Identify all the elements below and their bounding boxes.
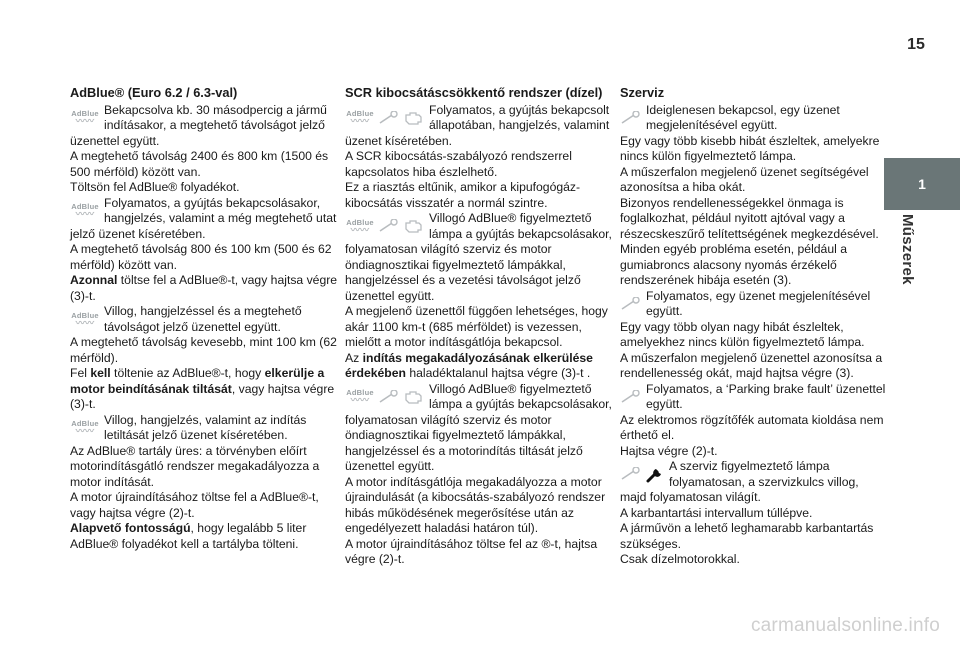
warning-icons <box>345 383 425 411</box>
paragraph <box>70 366 338 413</box>
paragraph-text: A műszerfalon megjelenő üzenet segítségével azonosítsa a hiba okát. <box>620 164 869 194</box>
adblue-wave-icon: 〰〰 <box>350 116 370 126</box>
warning-icons <box>70 305 100 333</box>
paragraph <box>620 552 888 568</box>
adblue-icon <box>70 110 100 125</box>
chapter-label: Műszerek <box>899 214 916 285</box>
paragraph <box>70 196 338 243</box>
adblue-icon-text: AdBlue <box>346 109 374 118</box>
paragraph <box>620 382 888 413</box>
adblue-icon-text: AdBlue <box>71 109 99 118</box>
section-heading: AdBlue® (Euro 6.2 / 6.3-val) <box>70 85 238 100</box>
wrench-icon <box>378 390 400 404</box>
paragraph <box>345 180 613 211</box>
bold-text: elkerülje a motor beindításának tiltását <box>70 366 325 396</box>
warning-icons <box>620 104 642 132</box>
chapter-tab[interactable]: 1 <box>884 158 960 210</box>
entries <box>70 103 338 553</box>
adblue-icon <box>70 420 100 435</box>
bold-text: kell <box>90 366 111 380</box>
adblue-wave-icon: 〰〰 <box>75 116 95 126</box>
adblue-icon <box>345 219 375 234</box>
paragraph-text: A karbantartási intervallum túllépve. <box>620 505 813 520</box>
wrench-icon <box>378 219 400 233</box>
paragraph <box>620 351 888 382</box>
paragraph <box>345 475 613 537</box>
paragraph-text: Egy vagy több kisebb hibát észleltek, amelyekre nincs külön figyelmeztető lámpa. <box>620 133 880 163</box>
wrench-icon <box>620 297 642 311</box>
paragraph <box>620 165 888 196</box>
paragraph <box>620 134 888 165</box>
engine-icon <box>403 218 425 234</box>
adblue-icon-text: AdBlue <box>346 217 374 227</box>
adblue-icon-text: AdBlue <box>71 202 99 211</box>
paragraph-text: A megtehető távolság 800 és 100 km (500 és 62 mérföld) között van. <box>70 242 332 272</box>
paragraph <box>70 242 338 273</box>
adblue-icon <box>70 203 100 218</box>
paragraph-text: Folyamatos, a gyújtás bekapcsolásakor, hangjelzés, valamint a még megtehető utat jelző üzenet kíséretében. <box>70 195 337 241</box>
paragraph <box>70 413 338 444</box>
paragraph-text: Folyamatos, egy üzenet megjelenítésével együtt. <box>646 288 871 318</box>
bold-text: Azonnal <box>70 273 118 287</box>
paragraph-text: haladéktalanul hajtsa végre (3)-t . <box>405 366 591 380</box>
paragraph-text: A műszerfalon megjelenő üzenettel azonosítsa a rendellenesség okát, majd hajtsa végre (3). <box>620 350 883 380</box>
entries <box>620 103 888 568</box>
column-adblue <box>70 85 338 552</box>
paragraph <box>620 103 888 134</box>
page-number: 15 <box>907 36 925 53</box>
paragraph-text: Az <box>345 350 363 365</box>
paragraph-text: Bizonyos rendellenességekkel önmaga is foglalkozhat, például nyitott ajtóval vagy a részecskeszűrő telítettségének megkezdésével. <box>620 195 879 241</box>
paragraph-text: töltenie az AdBlue®-t, hogy <box>110 366 265 380</box>
adblue-icon-text: AdBlue <box>346 388 374 397</box>
paragraph <box>620 242 888 289</box>
paragraph-text: A motor újraindításához töltse fel az ®-t, hajtsa végre (2)-t. <box>345 536 598 566</box>
paragraph-text: Minden egyéb probléma esetén, például a gumiabroncs alacsony nyomás érzékelő rendszerének hibája esetén (3). <box>620 242 847 287</box>
paragraph-text: Folyamatos, a gyújtás bekapcsolt állapotában, hangjelzés, valamint üzenet kíséretében. <box>345 102 610 148</box>
paragraph-text: Fel <box>70 366 91 380</box>
paragraph-text: Hajtsa végre (2)-t. <box>620 443 718 458</box>
paragraph <box>70 335 338 366</box>
adblue-wave-icon: 〰〰 <box>350 395 370 405</box>
paragraph-text: Az AdBlue® tartály üres: a törvényben előírt motorindításgátló rendszer megakadályozza a motor indítását. <box>70 443 320 489</box>
adblue-icon <box>70 312 100 327</box>
paragraph-text: , hogy legalább 5 liter AdBlue® folyadékot kell a tartályba tölteni. <box>70 521 307 551</box>
warning-icons <box>70 197 100 225</box>
paragraph-text: Villog, hangjelzéssel és a megtehető távolságot jelző üzenettel együtt. <box>104 304 302 334</box>
paragraph-text: A motor indításgátlója megakadályozza a motor újraindulását (a kibocsátás-szabályozó rendszer hibás működésének megerősítése után az engedélyezett haladási határon túl). <box>345 474 606 535</box>
warning-icons <box>620 460 665 488</box>
wrench-icon <box>620 111 642 125</box>
paragraph-text: töltse fel a AdBlue®-t, vagy hajtsa végre (3)-t. <box>70 273 338 303</box>
wrench-icon <box>378 111 400 125</box>
column-service <box>620 85 888 568</box>
paragraph-text: Folyamatos, a ‘Parking brake fault’ üzenettel együtt. <box>646 381 886 411</box>
adblue-wave-icon: 〰〰 <box>350 224 370 235</box>
paragraph <box>70 273 338 304</box>
adblue-wave-icon: 〰〰 <box>75 317 95 328</box>
wrench-icon <box>620 390 642 404</box>
paragraph-text: Töltsön fel AdBlue® folyadékot. <box>70 180 240 194</box>
paragraph-text: A megtehető távolság 2400 és 800 km (1500 és 500 mérföld) között van. <box>70 149 329 179</box>
column-scr <box>345 85 613 568</box>
warning-icons <box>345 104 425 132</box>
paragraph <box>620 289 888 320</box>
paragraph-text: A motor újraindításához töltse fel a AdBlue®-t, vagy hajtsa végre (2)-t. <box>70 490 319 520</box>
paragraph <box>345 103 613 150</box>
paragraph-text: Villog, hangjelzés, valamint az indítás letiltását jelző üzenet kíséretében. <box>104 412 307 442</box>
paragraph <box>620 196 888 243</box>
paragraph-text: A SCR kibocsátás-szabályozó rendszerrel kapcsolatos hiba észlelhető. <box>345 149 572 179</box>
bold-text: indítás megakadályozásának elkerülése érdekében <box>345 350 593 380</box>
paragraph <box>345 382 613 475</box>
paragraph <box>620 413 888 444</box>
service-key-icon <box>645 464 665 484</box>
paragraph-text: A járművön a lehető leghamarabb karbantartás szükséges. <box>620 521 874 551</box>
paragraph <box>345 304 613 351</box>
paragraph <box>620 521 888 552</box>
paragraph-text: Villogó AdBlue® figyelmeztető lámpa a gyújtás bekapcsolásakor, folyamatosan világító szerviz és motor öndiagnosztikai figyelmeztető lámpákkal, hangjelzéssel és a motorindítás tiltását jelző üzenettel együtt. <box>345 381 612 473</box>
paragraph <box>70 304 338 335</box>
adblue-icon-text: AdBlue <box>71 419 99 428</box>
engine-icon <box>403 110 425 126</box>
paragraph-text: Villogó AdBlue® figyelmeztető lámpa a gyújtás bekapcsolásakor, folyamatosan világító szerviz és motor öndiagnosztikai figyelmeztető lámpákkal, hangjelzéssel és a vezetési távolságot jelző üzenettel együtt. <box>345 211 612 303</box>
paragraph <box>620 444 888 460</box>
paragraph-text: Az elektromos rögzítőfék automata kioldása nem érthető el. <box>620 412 884 442</box>
paragraph-text: Csak dízelmotorokkal. <box>620 552 740 566</box>
adblue-wave-icon: 〰〰 <box>75 426 95 436</box>
paragraph <box>345 537 613 568</box>
section-heading: SCR kibocsátáscsökkentő rendszer (dízel) <box>345 85 603 100</box>
bold-text: Alapvető fontosságú <box>70 521 191 535</box>
paragraph <box>70 103 338 150</box>
paragraph <box>345 351 613 382</box>
paragraph <box>70 180 338 196</box>
section-heading: Szerviz <box>620 85 665 100</box>
warning-icons <box>345 212 425 240</box>
paragraph <box>345 149 613 180</box>
paragraph-text: Ez a riasztás eltűnik, amikor a kipufogógáz-kibocsátás visszatér a normál szintre. <box>345 180 581 210</box>
paragraph <box>70 490 338 521</box>
paragraph-text: Bekapcsolva kb. 30 másodpercig a jármű indításakor, a megtehető távolságot jelző üzenettel együtt. <box>70 102 327 148</box>
paragraph-text: A megtehető távolság kevesebb, mint 100 km (62 mérföld). <box>70 335 337 365</box>
warning-icons <box>70 104 100 132</box>
paragraph <box>70 444 338 491</box>
warning-icons <box>70 414 100 442</box>
wrench-icon <box>620 467 642 481</box>
paragraph-text: Ideiglenesen bekapcsol, egy üzenet megjelenítésével együtt. <box>646 102 840 132</box>
paragraph <box>70 149 338 180</box>
engine-icon <box>403 389 425 405</box>
paragraph-text: , vagy hajtsa végre (3)-t. <box>70 381 335 411</box>
adblue-icon <box>345 389 375 404</box>
paragraph <box>345 211 613 304</box>
paragraph <box>620 320 888 351</box>
entries <box>345 103 613 568</box>
adblue-icon-text: AdBlue <box>71 310 99 320</box>
watermark[interactable]: carmanualsonline.info <box>750 615 940 636</box>
warning-icons <box>620 290 642 318</box>
adblue-icon <box>345 110 375 125</box>
paragraph <box>70 521 338 552</box>
paragraph <box>620 506 888 522</box>
adblue-wave-icon: 〰〰 <box>75 209 95 219</box>
paragraph <box>620 459 888 506</box>
paragraph-text: A megjelenő üzenettől függően lehetséges, hogy akár 1100 km-t (685 mérföldet) is vezessen, mielőtt a motor indításgátlója bekapcsol. <box>345 304 608 349</box>
paragraph-text: Egy vagy több olyan nagy hibát észleltek, amelyekhez nincs külön figyelmeztető lámpa. <box>620 319 865 349</box>
warning-icons <box>620 383 642 411</box>
paragraph-text: A szerviz figyelmeztető lámpa folyamatosan, a szervizkulcs villog, majd folyamatosan világít. <box>620 459 859 504</box>
